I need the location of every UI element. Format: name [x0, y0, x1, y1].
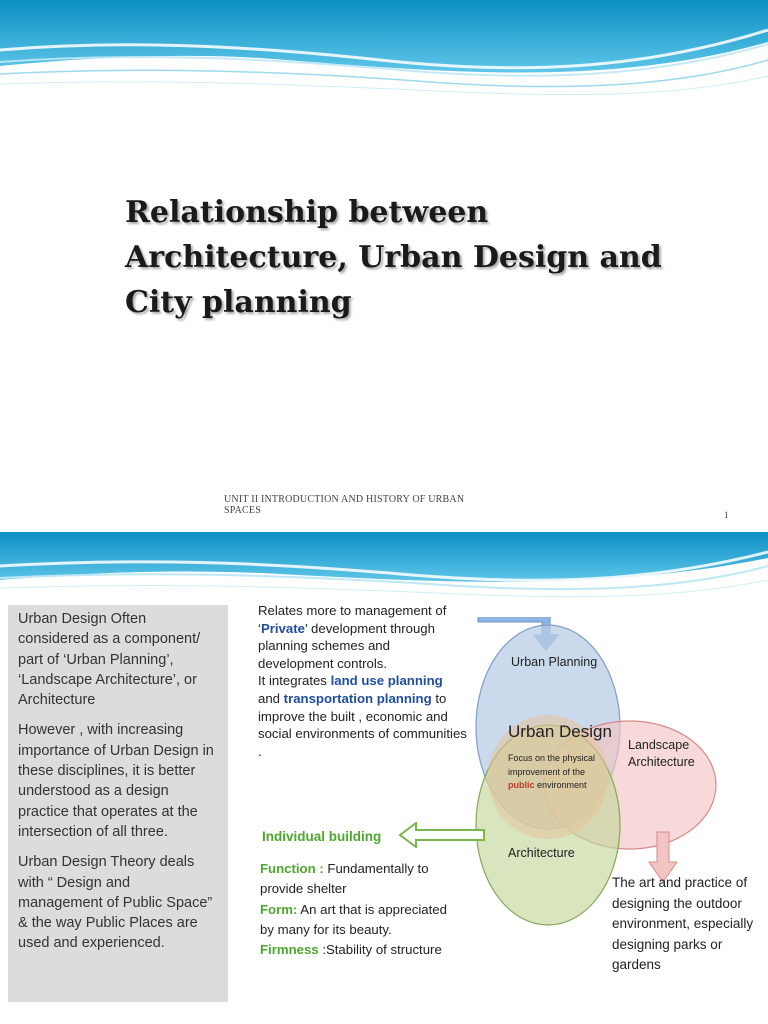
individual-building-details — [260, 859, 450, 960]
footer-line-2: SPACES — [224, 505, 261, 516]
intro-paragraph-3: Urban Design Theory deals with “ Design and management of Public Space” & the way Public Places are used and experienced. — [18, 854, 213, 952]
slide-title — [125, 190, 725, 325]
arrow-to-individual-building — [398, 822, 486, 848]
up-text-4: It integrates — [258, 673, 331, 689]
slide-footer — [224, 494, 544, 516]
function-text: Fundamentally to provide shelter — [260, 861, 429, 897]
wave-banner-2 — [0, 532, 768, 612]
up-text-8: to improve the built , economic and social environments of communities . — [258, 690, 467, 759]
up-text-1: Relates more to management of ‘ — [258, 603, 447, 636]
form-label: Form: — [260, 901, 298, 917]
title-line-2: Architecture, Urban Design and — [125, 240, 662, 275]
focus-text-end: environment — [534, 780, 587, 790]
intro-paragraph-2: However , with increasing importance of Urban Design in these disciplines, it is better understood as a design practice that operates at the intersection of all three. — [18, 722, 214, 840]
focus-text: Focus on the physical improvement of the — [508, 753, 596, 777]
firmness-label: Firmness — [260, 942, 323, 958]
urban-planning-description — [258, 602, 468, 760]
focus-public: public — [508, 780, 535, 790]
landscape-architecture-label — [628, 737, 708, 771]
wave-banner — [0, 0, 768, 120]
up-land-use: land use planning — [330, 673, 443, 689]
form-line — [260, 900, 450, 941]
function-label: Function : — [260, 861, 328, 876]
up-text-6: and — [258, 690, 284, 706]
firmness-text: :Stability of structure — [322, 942, 442, 958]
up-transportation: transportation planning — [283, 690, 432, 706]
footer-line-1: UNIT II INTRODUCTION AND HISTORY OF URBAN — [224, 494, 465, 505]
up-private: Private — [260, 620, 305, 636]
architecture-label: Architecture — [508, 846, 575, 860]
function-line — [260, 859, 450, 900]
intro-text-box — [8, 605, 228, 1002]
urban-design-label: Urban Design — [508, 722, 612, 741]
page-number: 1 — [724, 510, 729, 520]
urban-design-focus — [508, 752, 608, 793]
landscape-line-1: Landscape — [628, 738, 690, 752]
individual-building-heading: Individual building — [262, 829, 382, 844]
firmness-line — [260, 940, 450, 960]
intro-paragraph-1: Urban Design Often considered as a component/ part of ‘Urban Planning’, ‘Landscape Architecture’, or Architecture — [18, 611, 201, 709]
title-line-1: Relationship between — [125, 195, 489, 230]
landscape-line-2: Architecture — [628, 755, 695, 769]
content-slide — [0, 532, 768, 1024]
form-text: An art that is appreciated by many for its beauty. — [260, 901, 447, 937]
urban-planning-label: Urban Planning — [511, 655, 598, 669]
up-text-3: ’ development through planning schemes and development controls. — [258, 620, 435, 671]
landscape-description: The art and practice of designing the outdoor environment, especially designing parks or gardens — [612, 875, 754, 972]
title-line-3: City planning — [125, 285, 352, 320]
